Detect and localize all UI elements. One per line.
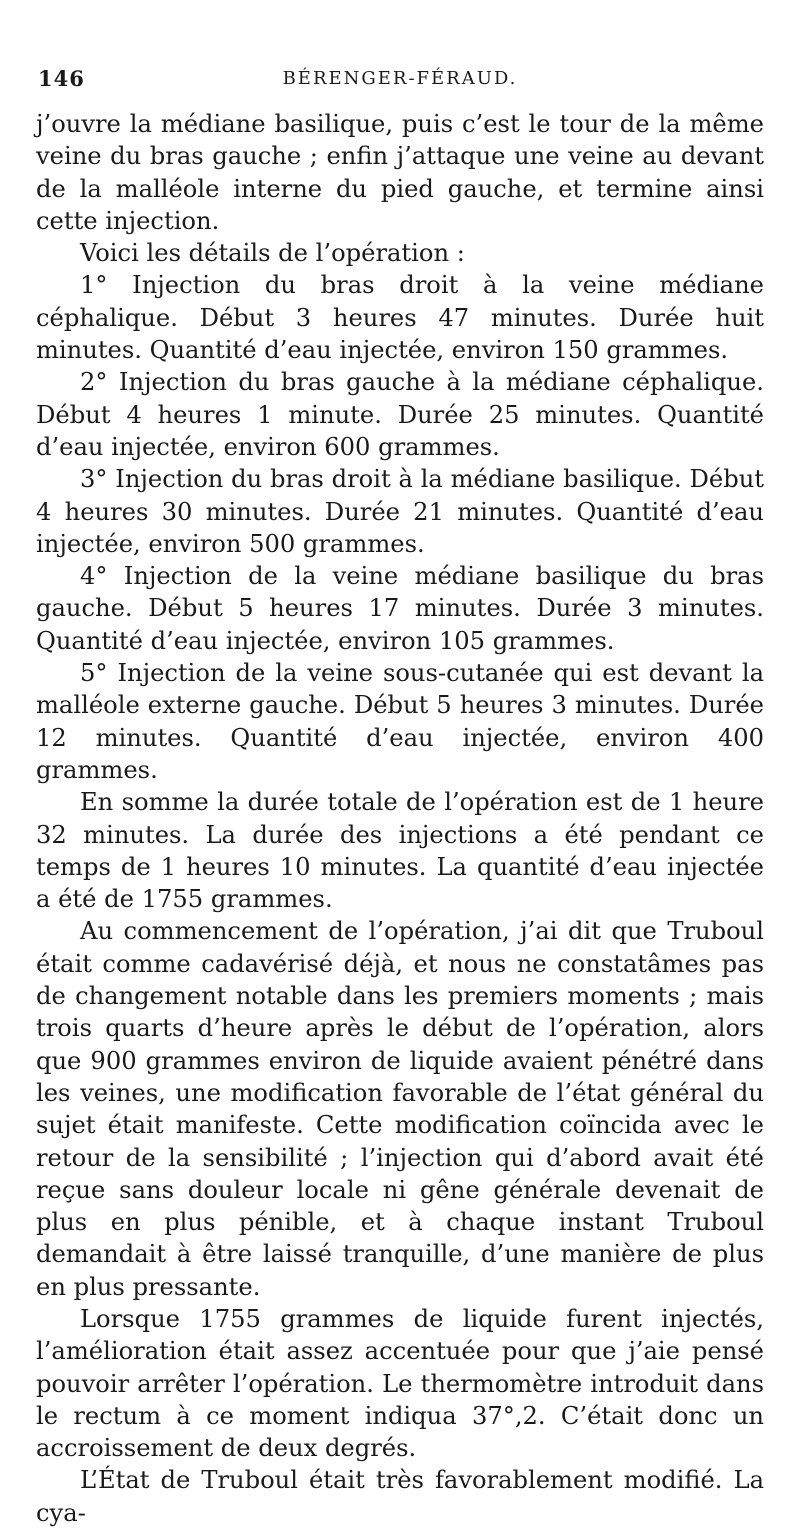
list-item-injection-3: 3° Injection du bras droit à la médiane basilique. Début 4 heures 30 minutes. Durée 21 minutes. Quantité d’eau injectée, environ 500 grammes. bbox=[36, 465, 764, 558]
list-item-injection-5: 5° Injection de la veine sous-cutanée qui est devant la malléole externe gauche. Début 5 heures 3 minutes. Durée 12 minutes. Quantité d’eau injectée, environ 400 grammes. bbox=[36, 659, 764, 784]
list-item-injection-4: 4° Injection de la veine médiane basilique du bras gauche. Début 5 heures 17 minutes. Durée 3 minutes. Quantité d’eau injectée, environ 105 grammes. bbox=[36, 562, 764, 655]
list-item-injection-2: 2° Injection du bras gauche à la médiane céphalique. Début 4 heures 1 minute. Durée 25 minutes. Quantité d’eau injectée, environ 600 grammes. bbox=[36, 368, 764, 461]
list-item-injection-1: 1° Injection du bras droit à la veine médiane céphalique. Début 3 heures 47 minutes. Durée huit minutes. Quantité d’eau injectée, environ 150 grammes. bbox=[36, 271, 764, 365]
paragraph-result: Lorsque 1755 grammes de liquide furent injectés, l’amélioration était assez accentuée pour que j’aie pensé pouvoir arrêter l’opération. Le thermomètre introduit dans le rectum à ce moment indiqua 37°,2. C’était donc un accroissement de deux degrés. bbox=[36, 1304, 764, 1463]
paragraph-summary: En somme la durée totale de l’opération est de 1 heure 32 minutes. La durée des injections a été pendant ce temps de 1 heures 10 minutes. La quantité d’eau injectée a été de 1755 grammes. bbox=[36, 788, 764, 914]
paragraph-final: L’État de Truboul était très favorablement modifié. La cya- bbox=[36, 1466, 764, 1527]
paragraph-continued: j’ouvre la médiane basilique, puis c’est le tour de la même veine du bras gauche ; enfin j’attaque une veine au devant de la malléole interne du pied gauche, et termine ainsi cette injection. bbox=[36, 110, 764, 235]
paragraph-observation: Au commencement de l’opération, j’ai dit que Truboul était comme cadavérisé déjà, et nous ne constatâmes pas de changement notable dans les premiers moments ; mais trois quarts d’heure après le début de l’opération, alors que 900 grammes environ de liquide avaient pénétré dans les veines, une modification favorable de l’état général du sujet était manifeste. Cette modification coïncida avec le retour de la sensibilité ; l’injection qui d’abord avait été reçue sans douleur locale ni gêne générale devenait de plus en plus pénible, et à chaque instant Truboul demandait à être laissé tranquille, d’une manière de plus en plus pressante. bbox=[36, 917, 764, 1301]
running-head: BÉRENGER-FÉRAUD. bbox=[282, 68, 518, 89]
paragraph-intro: Voici les détails de l’opération : bbox=[80, 239, 465, 268]
body-text bbox=[36, 108, 764, 1529]
page-header bbox=[38, 66, 762, 96]
page-number: 146 bbox=[38, 66, 85, 91]
